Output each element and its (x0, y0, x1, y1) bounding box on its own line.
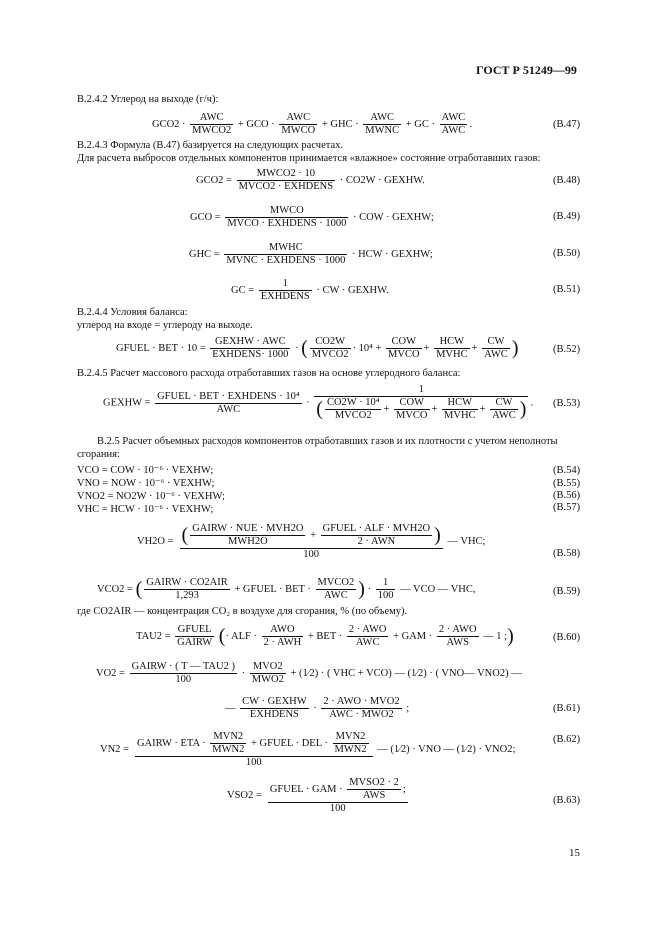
equation-b56: VNO2 = NO2W · 10⁻⁶ · VEXHW; (77, 491, 225, 502)
equation-b52: GFUEL · BET · 10 = $\frac{\text{GEXHW · AWC}}{\text{EXHDENS· 1000}}$ · ( $\frac{CO2W}{\text{MVCO2}}$ · 10⁴ + $\frac{\text{COW}}{\text{MVCO}}$ + $\frac{\text{HCW}}{\text{MVHC}}$ + $\frac{CW}{\text{AWC}}$ ) (116, 336, 519, 361)
equation-number-b49: (В.49) (553, 211, 581, 222)
equation-b50: GHC = $\frac{\text{MWHC}}{\text{MVNC · EXHDENS · 1000}}$ · HCW · GEXHW; (189, 242, 433, 267)
equation-b58: VH2O = ( $\frac{\text{GAIRW · NUE · MVH2O}}{\text{MWH2O}}$ + $\frac{\text{GFUEL · ALF · MVH2O}}{\text{2 · AWN}}$ ) 100 — VHC; (137, 523, 486, 561)
section-b242-heading: В.2.4.2 Углерод на выходе (г/ч): (77, 94, 219, 105)
section-b244-heading: В.2.4.4 Условия баланса: (77, 307, 188, 318)
equation-number-b57: (В.57) (553, 502, 581, 513)
equation-number-b47: (В.47) (553, 119, 581, 130)
page-number: 15 (569, 847, 580, 859)
equation-b55: VNO = NOW · 10⁻⁶ · VEXHW; (77, 478, 215, 489)
equation-number-b55: (В.55) (553, 478, 581, 489)
standard-header: ГОСТ Р 51249—99 (476, 63, 577, 77)
equation-number-b50: (В.50) (553, 248, 581, 259)
equation-number-b51: (В.51) (553, 284, 581, 295)
section-b243-heading: В.2.4.3 Формула (В.47) базируется на следующих расчетах. (77, 140, 343, 151)
equation-number-b63: (В.63) (553, 795, 581, 806)
equation-number-b56: (В.56) (553, 490, 581, 501)
equation-b51: GC = $\frac{1}{\text{EXHDENS}}$ · CW · GEXHW. (231, 278, 389, 303)
equation-b61-line2: — $\frac{\text{CW · GEXHW}}{\text{EXHDENS}}$ · $\frac{\text{2 · AWO · MVO2}}{\text{AWC · MWO2}}$ ; (225, 696, 410, 721)
equation-b49: GCO = $\frac{\text{MWCO}}{\text{MVCO · EXHDENS · 1000}}$ · COW · GEXHW; (190, 205, 434, 230)
co2air-note: где CO2AIR — концентрация CO₂ в воздухе для сгорания, % (по объему). (77, 606, 408, 617)
equation-b63: VSO2 = GFUEL · GAM · $\frac{\text{MVSO2 · 2}}{\text{AWS}}$ ; 100 (227, 777, 406, 815)
section-b244-text: углерод на входе = углероду на выходе. (77, 320, 253, 331)
equation-b62: VN2 = GAIRW · ETA · $\frac{\text{MVN2}}{\text{MWN2}}$ + GFUEL · DEL · $\frac{\text{MVN2}}{\text{MWN2}}$ 100 — (1⁄2) · VNO — (1⁄2) · VNO2; (100, 731, 516, 769)
equation-b57: VHC = HCW · 10⁻⁶ · VEXHW; (77, 504, 214, 515)
equation-b47: GCO2 · $\frac{\text{AWC}}{\text{MWCO2}}$ + GCO · $\frac{\text{AWC}}{\text{MWCO}}$ + GHC · $\frac{\text{AWC}}{\text{MWNC}}$ + GC · $\frac{\text{AWC}}{\text{AWC}}$ . (152, 112, 472, 137)
equation-b53: GEXHW = $\frac{\text{GFUEL · BET · EXHDENS · 10⁴}}{\text{AWC}}$ · 1 ( $\frac{\text{CO2W · 10⁴}}{\text{MVCO2}}$ + $\frac{\text{COW}}{\text{MVCO}}$ + $\frac{\text{HCW}}{\text{MVHC}}$ + $\frac{CW}{\text{AWC}}$ ) . (103, 384, 534, 422)
equation-number-b60: (В.60) (553, 632, 581, 643)
equation-number-b59: (В.59) (553, 586, 581, 597)
equation-number-b62: (В.62) (553, 734, 581, 745)
section-b25-text: сгорания: (77, 449, 120, 460)
equation-number-b48: (В.48) (553, 175, 581, 186)
equation-b60: TAU2 = $\frac{\text{GFUEL}}{\text{GAIRW}}$ (· ALF · $\frac{\text{AWO}}{\text{2 · AWH}}$ + BET · $\frac{\text{2 · AWO}}{\text{AWC}}$ + GAM · $\frac{\text{2 · AWO}}{\text{AWS}}$ — 1 ;) (136, 624, 514, 649)
equation-number-b54: (В.54) (553, 465, 581, 476)
equation-b48: GCO2 = $\frac{\text{MWCO2 · 10}}{\text{MVCO2 · EXHDENS}}$ · CO2W · GEXHW. (196, 168, 425, 193)
section-b243-text: Для расчета выбросов отдельных компонентов принимается «влажное» состояние отработавших газов: (77, 153, 541, 164)
equation-b59: VCO2 = ( $\frac{\text{GAIRW · CO2AIR}}{1,293}$ + GFUEL · BET · $\frac{\text{MVCO2}}{\text{AWC}}$ ) · $\frac{1}{100}$ — VCO — VHC, (97, 577, 476, 602)
section-b25-heading: В.2.5 Расчет объемных расходов компонентов отработавших газов и их плотности с учетом неполноты (97, 436, 558, 447)
equation-number-b58: (В.58) (553, 548, 581, 559)
equation-number-b52: (В.52) (553, 344, 581, 355)
equation-b54: VCO = COW · 10⁻⁶ · VEXHW; (77, 465, 214, 476)
section-b245-heading: В.2.4.5 Расчет массового расхода отработавших газов на основе углеродного баланса: (77, 368, 461, 379)
equation-number-b61: (В.61) (553, 703, 581, 714)
equation-b61-line1: VO2 = $\frac{\text{GAIRW · ( T — TAU2 )}}{100}$ · $\frac{\text{MVO2}}{\text{MWO2}}$ + (1⁄2) · ( VHC + VCO) — (1⁄2) · ( VNO— VNO2) — (96, 661, 522, 686)
equation-number-b53: (В.53) (553, 398, 581, 409)
